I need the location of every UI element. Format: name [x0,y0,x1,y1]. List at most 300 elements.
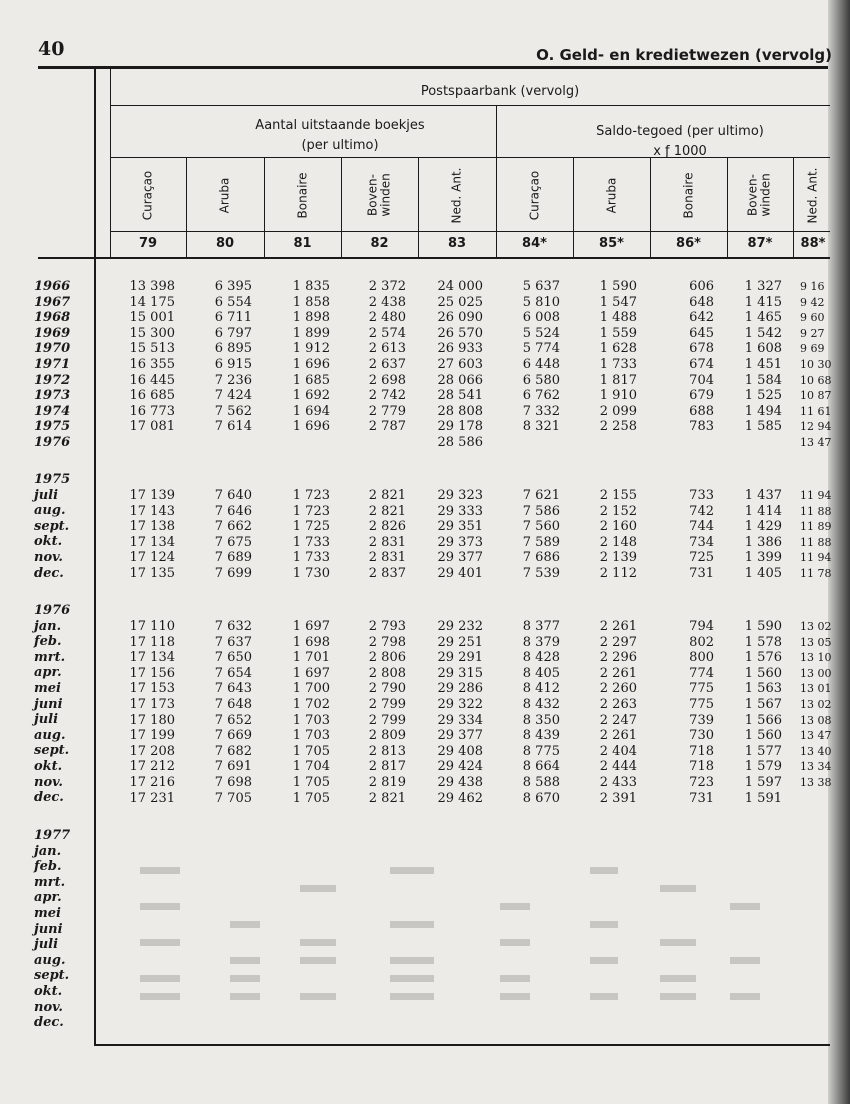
table-cell: 802 [689,634,714,650]
table-cell: 2 821 [368,488,406,503]
table-cell: 1 704 [292,759,330,775]
table-cell: 7 691 [214,759,252,775]
table-cell: 2 826 [368,519,406,535]
row-labels-1976 [34,603,94,806]
table-cell: 1 591 [744,790,782,806]
table-cell: 2 296 [599,650,637,666]
table-cell: 13 05 [800,635,832,649]
table-cell: 7 682 [214,743,252,759]
table-cell: 14 175 [129,294,175,310]
table-cell: 1 560 [744,728,782,744]
table-cell: 2 438 [368,294,406,310]
table-cell: 7 699 [214,565,252,581]
table-cell: 1 563 [744,681,782,697]
table-cell: 1 733 [599,356,637,372]
value-column [413,619,483,806]
table-cell: 688 [689,403,714,419]
table-cell: 1 733 [292,550,330,566]
value-column [336,488,406,582]
value-column [260,488,330,582]
table-cell: 1 723 [292,488,330,503]
row-label: mei [34,905,61,921]
table-cell: 642 [689,310,714,326]
table-cell: 2 817 [368,759,406,775]
table-cell: 9 27 [800,326,825,340]
table-cell: 725 [689,550,714,566]
table-cell: 1 566 [744,712,782,728]
table-cell: 1 700 [292,681,330,697]
table-cell: 1 703 [292,712,330,728]
table-cell: 6 448 [522,356,560,372]
value-column [567,619,637,806]
row-label: juli [34,712,59,728]
table-cell: 8 670 [522,790,560,806]
table-cell: 9 42 [800,295,825,309]
table-cell: 16 773 [129,403,175,419]
row-label: aug. [34,727,66,743]
table-cell: 1 414 [744,503,782,519]
col-header-aruba: Aruba [217,177,232,213]
table-cell: 6 008 [522,310,560,326]
value-column [105,619,175,806]
table-cell: 13 398 [129,279,175,294]
row-label: aug. [34,952,66,968]
table-cell: 5 774 [522,341,560,357]
group-header-boekjes [200,116,480,156]
table-cell: 2 698 [368,372,406,388]
table-cell: 17 135 [129,565,175,581]
row-label: 1974 [34,403,71,419]
table-cell: 775 [689,681,714,697]
table-cell: 8 428 [522,650,560,666]
table-cell: 2 819 [368,774,406,790]
table-cell: 2 821 [368,503,406,519]
table-cell: 11 94 [800,551,832,565]
table-cell: 742 [689,503,714,519]
table-cell: 7 614 [214,419,252,435]
table-cell: 1 547 [599,294,637,310]
table-cell: 2 391 [599,790,637,806]
table-cell [260,435,330,451]
table-cell: 8 412 [522,681,560,697]
table-cell: 1 494 [744,403,782,419]
table-cell: 11 61 [800,404,832,418]
table-cell: 29 351 [437,519,483,535]
value-column [182,279,252,451]
table-cell: 734 [689,534,714,550]
table-cell: 17 139 [129,488,175,503]
table-cell: 1 723 [292,503,330,519]
table-cell: 718 [689,759,714,775]
table-cell: 10 30 [800,357,832,371]
table-cell: 731 [689,790,714,806]
row-labels-1975 [34,472,94,581]
col-number: 88* [800,236,826,251]
table-cell: 13 00 [800,666,832,680]
row-label: okt. [34,983,63,999]
row-label: nov. [34,999,63,1015]
table-cell: 1 696 [292,419,330,435]
table-cell: 7 646 [214,503,252,519]
table-cell: 2 139 [599,550,637,566]
table-cell: 2 372 [368,279,406,294]
table-cell: 2 404 [599,743,637,759]
table-cell: 13 47 [800,729,832,743]
col-number: 80 [215,236,235,251]
top-rule [38,66,828,69]
table-cell: 29 462 [437,790,483,806]
group-header-saldo-text: Saldo-tegoed (per ultimo) x ƒ 1000 [596,124,764,159]
col-number: 82 [370,236,389,251]
table-cell: 1 542 [744,325,782,341]
table-cell: 733 [689,488,714,503]
row-label: 1976 [34,434,71,450]
table-cell: 29 291 [437,650,483,666]
col-header-ned-ant-saldo: Ned. Ant. [805,167,820,223]
value-column [800,279,840,451]
table-cell: 2 837 [368,565,406,581]
table-cell: 11 89 [800,520,832,534]
table-cell: 5 524 [522,325,560,341]
table-cell: 2 444 [599,759,637,775]
table-cell: 1 698 [292,634,330,650]
table-cell: 29 408 [437,743,483,759]
table-cell: 13 47 [800,435,832,449]
table-cell: 29 178 [437,419,483,435]
row-label: juni [34,921,63,937]
table-cell: 1 705 [292,774,330,790]
table-cell: 731 [689,565,714,581]
table-cell: 1 525 [744,388,782,404]
row-label: sept. [34,743,70,759]
table-cell: 1 697 [292,665,330,681]
table-cell: 7 648 [214,696,252,712]
row-label: dec. [34,565,64,581]
table-cell: 674 [689,356,714,372]
table-cell: 1 399 [744,550,782,566]
table-cell: 7 662 [214,519,252,535]
table-cell: 2 433 [599,774,637,790]
table-cell: 1 590 [599,279,637,294]
table-cell: 7 586 [522,503,560,519]
row-label: juli [34,487,59,503]
table-cell: 17 156 [129,665,175,681]
row-label: dec. [34,790,64,806]
row-label: aug. [34,503,66,519]
table-cell: 29 401 [437,565,483,581]
row-label: nov. [34,549,63,565]
table-cell: 28 586 [437,434,483,450]
table-cell: 29 377 [437,728,483,744]
table-cell: 6 554 [214,294,252,310]
bottom-rule [94,1044,830,1046]
value-column [260,279,330,451]
year-label: 1976 [34,603,71,618]
table-title: Postspaarbank (vervolg) [420,84,580,99]
table-cell [336,435,406,451]
col-header-curacao-saldo: Curaçao [526,170,541,220]
value-column [490,619,560,806]
table-cell: 2 799 [368,712,406,728]
value-column [260,619,330,806]
table-cell: 1 567 [744,696,782,712]
table-cell: 29 315 [437,665,483,681]
value-column [712,488,782,582]
table-cell: 13 02 [800,620,832,633]
table-cell: 1 725 [292,519,330,535]
table-cell [490,435,560,451]
table-cell: 1 628 [599,341,637,357]
table-cell: 12 94 [800,420,832,434]
table-cell: 1 685 [292,372,330,388]
table-cell: 1 899 [292,325,330,341]
value-column [336,279,406,451]
table-cell: 28 066 [437,372,483,388]
table-cell: 1 696 [292,356,330,372]
table-cell: 11 78 [800,566,832,580]
table-cell: 26 570 [437,325,483,341]
table-cell: 2 798 [368,634,406,650]
col-header-bonaire-saldo: Bonaire [680,172,695,218]
row-label: 1969 [34,325,71,341]
table-cell: 783 [689,419,714,435]
table-cell: 13 40 [800,744,832,758]
table-cell: 2 152 [599,503,637,519]
table-cell: 29 323 [437,488,483,503]
table-cell: 1 733 [292,534,330,550]
bleed-through-texture [120,846,780,1006]
table-cell: 7 589 [522,534,560,550]
table-cell: 16 445 [129,372,175,388]
table-cell [712,435,782,451]
table-cell: 2 247 [599,712,637,728]
row-label: jan. [34,618,62,634]
table-cell: 9 60 [800,311,825,325]
table-cell: 1 912 [292,341,330,357]
table-cell: 11 94 [800,489,832,502]
table-cell: 7 539 [522,565,560,581]
table-cell: 2 806 [368,650,406,666]
table-cell: 7 640 [214,488,252,503]
row-label: juli [34,937,59,953]
table-cell: 6 895 [214,341,252,357]
table-cell: 8 775 [522,743,560,759]
table-cell: 7 332 [522,403,560,419]
table-cell [800,791,840,807]
row-label: 1973 [34,388,71,404]
col-number: 83 [447,236,467,251]
col-header-aruba-saldo: Aruba [604,177,618,213]
table-cell: 1 817 [599,372,637,388]
table-cell: 1 705 [292,790,330,806]
row-label: feb. [34,634,62,650]
table-cell: 9 69 [800,342,825,356]
colnum-rule-top [110,231,830,232]
table-cell: 2 260 [599,681,637,697]
table-cell: 739 [689,712,714,728]
table-cell: 8 664 [522,759,560,775]
row-label: okt. [34,758,63,774]
table-cell: 11 88 [800,504,832,518]
col-number: 86* [676,236,701,251]
table-cell: 29 251 [437,634,483,650]
table-cell: 17 153 [129,681,175,697]
table-cell: 648 [689,294,714,310]
table-cell: 7 698 [214,774,252,790]
table-cell: 679 [689,388,714,404]
table-cell: 15 300 [129,325,175,341]
table-cell: 10 68 [800,373,832,387]
value-column [800,488,840,582]
table-cell [567,435,637,451]
value-column [712,619,782,806]
table-cell: 7 637 [214,634,252,650]
value-column [105,279,175,451]
table-cell: 7 675 [214,534,252,550]
value-column [413,488,483,582]
table-cell: 6 711 [214,310,252,326]
table-cell: 29 377 [437,550,483,566]
table-cell: 1 465 [744,310,782,326]
table-cell: 8 405 [522,665,560,681]
table-cell: 7 621 [522,488,560,503]
table-cell: 2 112 [599,565,637,581]
table-cell: 2 813 [368,743,406,759]
table-cell: 8 350 [522,712,560,728]
table-cell: 7 236 [214,372,252,388]
table-cell: 13 08 [800,713,832,727]
table-cell: 2 258 [599,419,637,435]
page-number: 40 [38,38,65,60]
table-cell: 29 424 [437,759,483,775]
table-cell: 1 898 [292,310,330,326]
row-label: 1966 [34,279,71,294]
table-cell: 1 488 [599,310,637,326]
table-cell: 1 835 [292,279,330,294]
table-cell: 17 118 [129,634,175,650]
table-cell: 28 808 [437,403,483,419]
table-cell: 2 637 [368,356,406,372]
table-cell: 8 377 [522,619,560,634]
row-label: 1972 [34,372,71,388]
table-cell: 775 [689,696,714,712]
table-cell: 2 099 [599,403,637,419]
table-cell: 17 180 [129,712,175,728]
col-header-curacao: Curaçao [140,170,155,220]
table-cell: 1 694 [292,403,330,419]
table-cell: 1 730 [292,565,330,581]
table-cell: 2 480 [368,310,406,326]
table-cell: 7 650 [214,650,252,666]
table-cell [105,435,175,451]
row-label: sept. [34,518,70,534]
table-cell: 17 081 [129,419,175,435]
table-cell: 2 779 [368,403,406,419]
table-cell: 1 415 [744,294,782,310]
table-cell: 7 689 [214,550,252,566]
table-cell: 17 143 [129,503,175,519]
table-cell: 2 261 [599,665,637,681]
year-label: 1977 [34,828,71,843]
table-cell: 29 333 [437,503,483,519]
table-cell: 2 263 [599,696,637,712]
table-cell: 5 637 [522,279,560,294]
table-cell: 704 [689,372,714,388]
table-cell: 800 [689,650,714,666]
table-cell: 6 762 [522,388,560,404]
value-column [105,488,175,582]
value-column [567,488,637,582]
row-labels-annual [34,279,94,451]
table-cell: 2 148 [599,534,637,550]
table-cell: 8 379 [522,634,560,650]
row-label: mei [34,680,61,696]
table-cell: 17 134 [129,534,175,550]
table-cell: 2 831 [368,550,406,566]
value-column [490,279,560,451]
row-label: apr. [34,665,62,681]
row-label: dec. [34,1015,64,1031]
table-cell: 718 [689,743,714,759]
table-cell: 11 88 [800,535,832,549]
table-cell: 13 01 [800,682,832,696]
table-cell: 17 124 [129,550,175,566]
table-cell: 29 334 [437,712,483,728]
table-cell: 2 821 [368,790,406,806]
table-cell: 1 579 [744,759,782,775]
table-cell: 7 654 [214,665,252,681]
table-cell: 16 355 [129,356,175,372]
table-cell: 15 513 [129,341,175,357]
row-label: juni [34,696,63,712]
col-header-ned-ant: Ned. Ant. [449,167,464,223]
value-column [712,279,782,451]
table-cell: 1 705 [292,743,330,759]
table-cell [182,435,252,451]
table-cell: 5 810 [522,294,560,310]
table-cell: 2 261 [599,619,637,634]
table-cell: 678 [689,341,714,357]
table-cell: 2 160 [599,519,637,535]
table-cell: 1 577 [744,743,782,759]
table-cell: 1 590 [744,619,782,634]
header-bottom-rule [38,257,830,259]
table-cell: 744 [689,519,714,535]
table-cell: 7 652 [214,712,252,728]
table-cell: 8 321 [522,419,560,435]
table-cell: 8 588 [522,774,560,790]
table-cell: 794 [689,619,714,634]
table-cell: 7 562 [214,403,252,419]
table-cell: 24 000 [437,279,483,294]
row-label: mrt. [34,649,66,665]
table-cell: 2 793 [368,619,406,634]
title-rule [110,105,830,106]
col-number: 85* [599,236,624,251]
table-cell: 17 208 [129,743,175,759]
table-cell: 25 025 [437,294,483,310]
value-column [644,488,714,582]
table-cell: 2 574 [368,325,406,341]
table-cell: 7 669 [214,728,252,744]
col-number: 87* [747,236,773,251]
table-cell: 1 560 [744,665,782,681]
col-header-bonaire: Bonaire [294,172,309,218]
table-cell: 17 173 [129,696,175,712]
col-number: 81 [293,236,312,251]
table-cell: 1 386 [744,534,782,550]
table-cell: 2 799 [368,696,406,712]
